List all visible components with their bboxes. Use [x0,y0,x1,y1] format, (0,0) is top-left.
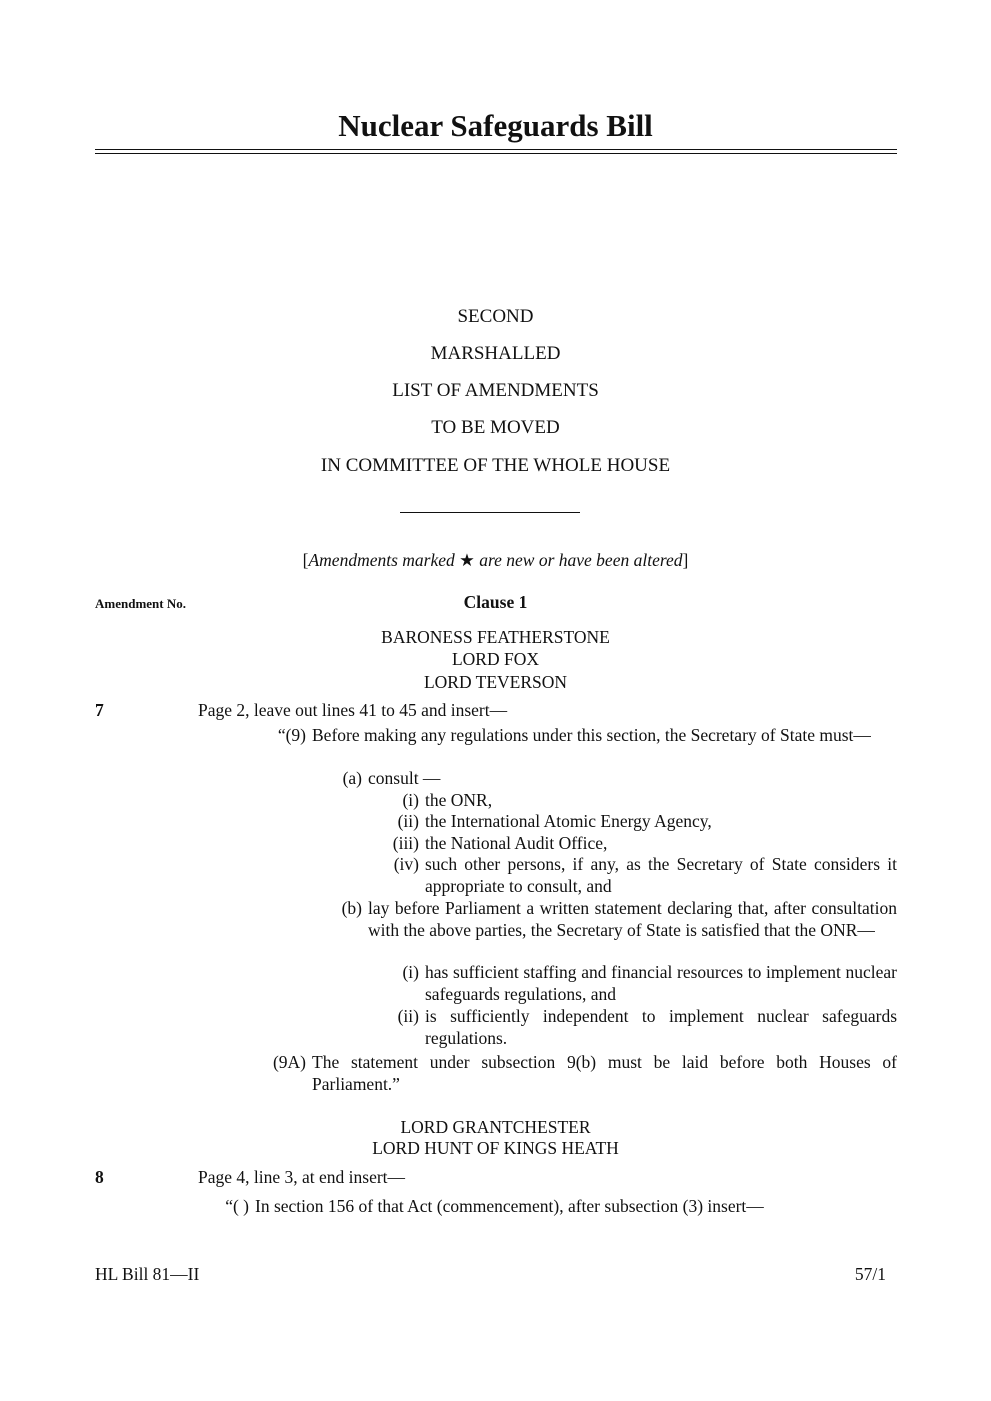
item-text: The statement under subsection 9(b) must be laid before both Houses of Parliament.” [312,1052,897,1094]
amendment-number: 8 [95,1167,104,1187]
item-label: (iv) [393,854,419,874]
member-name: LORD HUNT OF KINGS HEATH [372,1138,619,1158]
item-text: has sufficient staffing and financial resources to implement nuclear safeguards regulations, and [425,962,897,1004]
item-label: (a) [342,768,362,788]
divider [400,512,580,513]
item-text: Before making any regulations under this section, the Secretary of State must— [312,725,871,745]
item-label: “(9) [277,725,306,745]
item-label: (iii) [392,833,419,853]
bracket: [ [302,550,309,570]
heading-line: TO BE MOVED [431,417,560,438]
item-text: lay before Parliament a written statement declaring that, after consultation with the above parties, the Secretary of State is satisfied that the ONR— [368,898,897,940]
member-name: LORD GRANTCHESTER [400,1117,591,1137]
member-name: LORD TEVERSON [423,672,568,692]
paragraph-b [320,898,897,941]
clause-heading: Clause 1 [463,592,528,612]
subparagraph-ii [360,1006,897,1049]
subparagraph-iii [360,833,897,855]
item-text: the International Atomic Energy Agency, [425,811,712,831]
heading-line: LIST OF AMENDMENTS [392,380,599,401]
item-label: (b) [341,898,362,918]
member-name: BARONESS FEATHERSTONE [381,627,610,647]
subparagraph-ii [360,811,897,833]
item-label: (ii) [397,811,419,831]
item-text: the ONR, [425,790,493,810]
amendments-note [0,550,991,572]
inserted-subsection [200,1196,897,1218]
paragraph-a [320,768,897,790]
item-text: the National Audit Office, [425,833,608,853]
item-label: “( ) [225,1196,249,1216]
subparagraph-i [360,790,897,812]
subparagraph-iv [360,854,897,897]
note-text: Amendments marked [308,550,455,570]
page-reference: 57/1 [854,1264,886,1284]
item-text: In section 156 of that Act (commencement), after subsection (3) insert— [255,1196,764,1216]
title-rule [95,149,897,150]
item-text: consult — [368,768,441,788]
amendment-instruction: Page 4, line 3, at end insert— [198,1167,406,1187]
item-text: is sufficiently independent to implement nuclear safeguards regulations. [425,1006,897,1048]
heading-line: SECOND [457,306,534,327]
item-label: (9A) [272,1052,306,1072]
amendment-no-label: Amendment No. [95,596,186,611]
subsection-9a [250,1052,897,1095]
bracket: ] [682,550,689,570]
amendment-instruction: Page 2, leave out lines 41 to 45 and insert— [198,700,508,720]
item-text: such other persons, if any, as the Secretary of State considers it appropriate to consult, and [425,854,897,896]
bill-reference: HL Bill 81—II [95,1264,200,1284]
amendment-number: 7 [95,700,104,720]
bill-title: Nuclear Safeguards Bill [338,108,653,143]
title-rule [95,153,897,154]
item-label: (i) [402,790,419,810]
subsection-9 [250,725,897,747]
item-label: (i) [402,962,419,982]
heading-line: IN COMMITTEE OF THE WHOLE HOUSE [320,455,671,476]
subparagraph-i [360,962,897,1005]
note-text: are new or have been altered [479,550,683,570]
item-label: (ii) [397,1006,419,1026]
member-name: LORD FOX [451,649,540,669]
heading-line: MARSHALLED [430,343,561,364]
star-icon: ★ [459,550,475,570]
